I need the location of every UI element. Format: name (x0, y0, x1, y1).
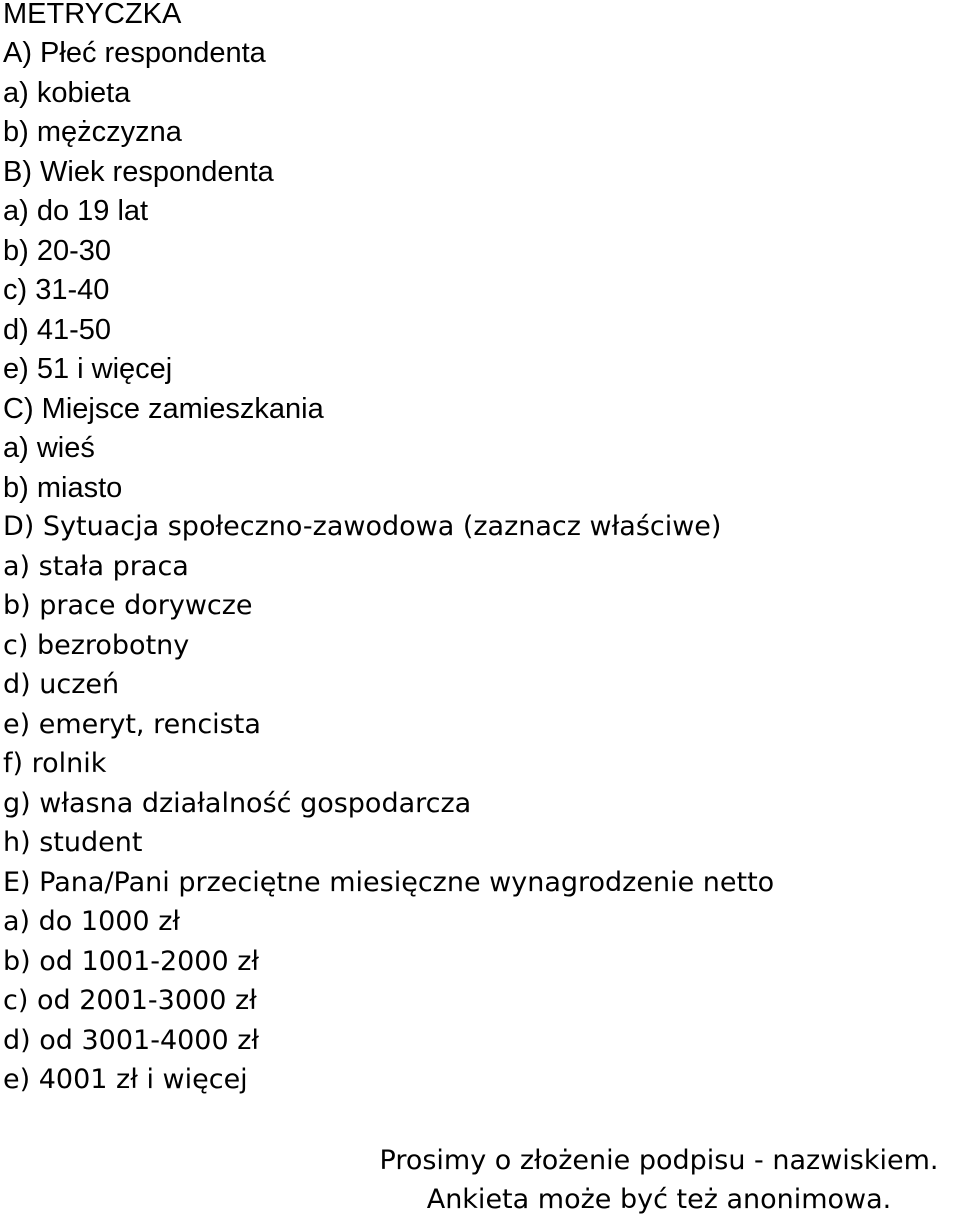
section-e-option: b) od 1001-2000 zł (3, 946, 260, 977)
section-e-option: e) 4001 zł i więcej (3, 1064, 248, 1095)
section-a-option: a) kobieta (3, 77, 131, 109)
section-c-option: a) wieś (3, 432, 95, 464)
section-e-option: a) do 1000 zł (3, 906, 181, 937)
section-b-option: b) 20-30 (3, 235, 112, 267)
section-b-option: e) 51 i więcej (3, 353, 173, 385)
section-b-option: c) 31-40 (3, 274, 110, 306)
section-e-option: d) od 3001-4000 zł (3, 1025, 260, 1056)
section-d-option: g) własna działalność gospodarcza (3, 788, 472, 819)
section-a-heading: A) Płeć respondenta (3, 37, 266, 69)
section-d-heading: D) Sytuacja społeczno-zawodowa (zaznacz właściwe) (3, 511, 722, 542)
section-d-option: f) rolnik (3, 748, 107, 779)
closing-anonymous-note: Ankieta może być też anonimowa. (426, 1184, 892, 1215)
closing-signature-request: Prosimy o złożenie podpisu - nazwiskiem. (379, 1145, 939, 1176)
section-d-option: b) prace dorywcze (3, 590, 253, 621)
section-d-option: e) emeryt, rencista (3, 709, 261, 740)
section-e-heading: E) Pana/Pani przeciętne miesięczne wynagrodzenie netto (3, 867, 775, 898)
section-e-option: c) od 2001-3000 zł (3, 985, 257, 1016)
section-d-option: h) student (3, 827, 143, 858)
section-c-option: b) miasto (3, 472, 123, 504)
section-b-option: a) do 19 lat (3, 195, 149, 227)
document-title: METRYCZKA (3, 0, 182, 30)
section-d-option: d) uczeń (3, 669, 120, 700)
section-d-option: c) bezrobotny (3, 630, 190, 661)
section-c-heading: C) Miejsce zamieszkania (3, 393, 324, 425)
section-b-option: d) 41-50 (3, 314, 112, 346)
section-b-heading: B) Wiek respondenta (3, 156, 274, 188)
questionnaire-document (3, 0, 960, 1222)
section-a-option: b) mężczyzna (3, 116, 182, 148)
section-d-option: a) stała praca (3, 551, 189, 582)
